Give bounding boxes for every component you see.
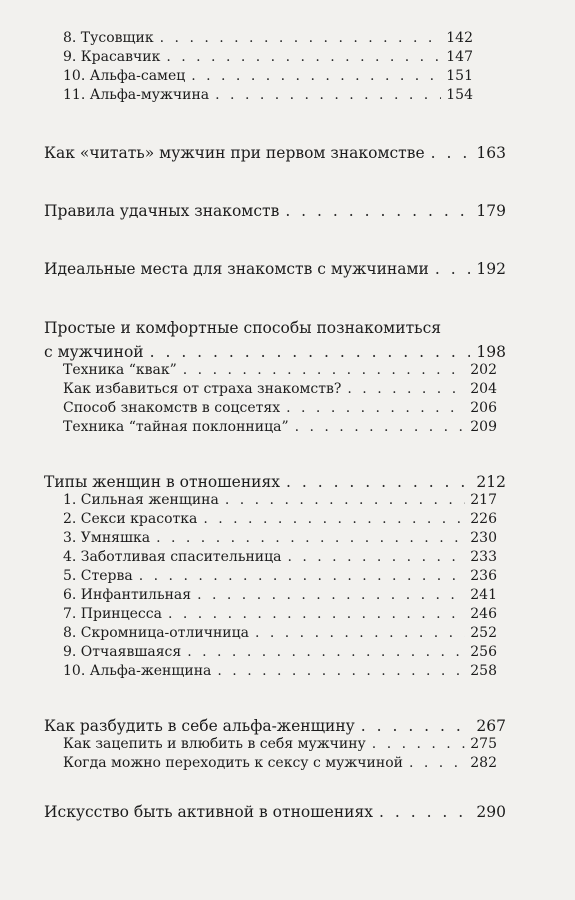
- entry-page: 241: [470, 587, 497, 603]
- entry-page: 230: [470, 530, 497, 546]
- section-page: 192: [476, 260, 506, 278]
- toc-entry: [63, 663, 497, 679]
- section-title-line2: с мужчиной: [44, 343, 144, 361]
- entry-title: 6. Инфантильная: [63, 587, 192, 603]
- toc-section-ways: [44, 343, 506, 361]
- dot-leader: [191, 68, 441, 84]
- dot-leader: [203, 511, 465, 527]
- toc-entry: [63, 587, 497, 603]
- entry-page: 204: [470, 381, 497, 397]
- toc-entry: [63, 530, 497, 546]
- entry-title: Техника “тайная поклонница”: [63, 419, 289, 435]
- toc-entry: [63, 362, 497, 378]
- entry-title: 9. Красавчик: [63, 49, 161, 65]
- entry-page: 246: [470, 606, 497, 622]
- entry-page: 217: [470, 492, 497, 508]
- dot-leader: [197, 587, 465, 603]
- section-page: 179: [476, 202, 506, 220]
- entry-page: 233: [470, 549, 497, 565]
- dot-leader: [183, 362, 465, 378]
- entry-page: 258: [470, 663, 497, 679]
- entry-page: 236: [470, 568, 497, 584]
- section-page: 267: [476, 717, 506, 735]
- toc-entry: [63, 549, 497, 565]
- entry-title: Как избавиться от страха знакомств?: [63, 381, 342, 397]
- toc-entry: [63, 568, 497, 584]
- dot-leader: [255, 625, 465, 641]
- toc-entry: [63, 381, 497, 397]
- entry-title: 1. Сильная женщина: [63, 492, 219, 508]
- dot-leader: [168, 606, 465, 622]
- toc-entry: [63, 400, 497, 416]
- entry-title: 10. Альфа-женщина: [63, 663, 212, 679]
- toc-entry: [63, 736, 497, 752]
- toc-entry: [63, 511, 497, 527]
- entry-page: 151: [446, 68, 473, 84]
- toc-entry: [63, 68, 473, 84]
- entry-page: 154: [446, 87, 473, 103]
- toc-entry: [63, 492, 497, 508]
- entry-page: 282: [470, 755, 497, 771]
- dot-leader: [361, 717, 470, 735]
- toc-entry: [63, 755, 497, 771]
- dot-leader: [286, 400, 465, 416]
- dot-leader: [431, 144, 470, 162]
- entry-title: Когда можно переходить к сексу с мужчиной: [63, 755, 403, 771]
- toc-section-ways-title: [44, 319, 506, 337]
- entry-page: 226: [470, 511, 497, 527]
- dot-leader: [139, 568, 465, 584]
- toc-entry: [63, 49, 473, 65]
- entry-page: 202: [470, 362, 497, 378]
- entry-title: 4. Заботливая спасительница: [63, 549, 282, 565]
- section-title: Типы женщин в отношениях: [44, 473, 281, 491]
- toc-section-alpha: [44, 717, 506, 735]
- dot-leader: [160, 30, 441, 46]
- entry-title: 3. Умняшка: [63, 530, 151, 546]
- toc-section-places: [44, 260, 506, 278]
- dot-leader: [409, 755, 465, 771]
- dot-leader: [166, 49, 441, 65]
- dot-leader: [225, 492, 465, 508]
- toc-entry: [63, 606, 497, 622]
- entry-page: 209: [470, 419, 497, 435]
- dot-leader: [295, 419, 465, 435]
- dot-leader: [217, 663, 465, 679]
- entry-title: Техника “квак”: [63, 362, 177, 378]
- toc-section-reading: [44, 144, 506, 162]
- dot-leader: [379, 803, 470, 821]
- dot-leader: [435, 260, 470, 278]
- entry-page: 256: [470, 644, 497, 660]
- dot-leader: [150, 343, 470, 361]
- dot-leader: [372, 736, 465, 752]
- section-page: 163: [476, 144, 506, 162]
- section-title: Искусство быть активной в отношениях: [44, 803, 374, 821]
- section-title-line1: Простые и комфортные способы познакомиться: [44, 319, 442, 337]
- toc-entry: [63, 30, 473, 46]
- entry-page: 147: [446, 49, 473, 65]
- entry-page: 142: [446, 30, 473, 46]
- toc-section-art: [44, 803, 506, 821]
- dot-leader: [287, 549, 465, 565]
- section-title: Идеальные места для знакомств с мужчинами: [44, 260, 429, 278]
- toc-section-types: [44, 473, 506, 491]
- toc-entry: [63, 625, 497, 641]
- entry-title: Как зацепить и влюбить в себя мужчину: [63, 736, 366, 752]
- dot-leader: [286, 473, 470, 491]
- entry-title: 7. Принцесса: [63, 606, 162, 622]
- toc-section-rules: [44, 202, 506, 220]
- dot-leader: [215, 87, 441, 103]
- entry-title: Способ знакомств в соцсетях: [63, 400, 281, 416]
- section-title: Как разбудить в себе альфа-женщину: [44, 717, 355, 735]
- entry-title: 5. Стерва: [63, 568, 133, 584]
- entry-page: 206: [470, 400, 497, 416]
- dot-leader: [187, 644, 465, 660]
- entry-title: 8. Тусовщик: [63, 30, 154, 46]
- dot-leader: [347, 381, 465, 397]
- entry-title: 8. Скромница-отличница: [63, 625, 249, 641]
- section-page: 198: [476, 343, 506, 361]
- dot-leader: [285, 202, 470, 220]
- entry-title: 9. Отчаявшаяся: [63, 644, 182, 660]
- section-title: Правила удачных знакомств: [44, 202, 280, 220]
- section-title: Как «читать» мужчин при первом знакомстве: [44, 144, 425, 162]
- entry-title: 10. Альфа-самец: [63, 68, 186, 84]
- section-page: 290: [476, 803, 506, 821]
- toc-entry: [63, 644, 497, 660]
- dot-leader: [156, 530, 465, 546]
- entry-page: 275: [470, 736, 497, 752]
- toc-entry: [63, 419, 497, 435]
- section-page: 212: [476, 473, 506, 491]
- entry-page: 252: [470, 625, 497, 641]
- toc-entry: [63, 87, 473, 103]
- entry-title: 11. Альфа-мужчина: [63, 87, 210, 103]
- entry-title: 2. Секси красотка: [63, 511, 198, 527]
